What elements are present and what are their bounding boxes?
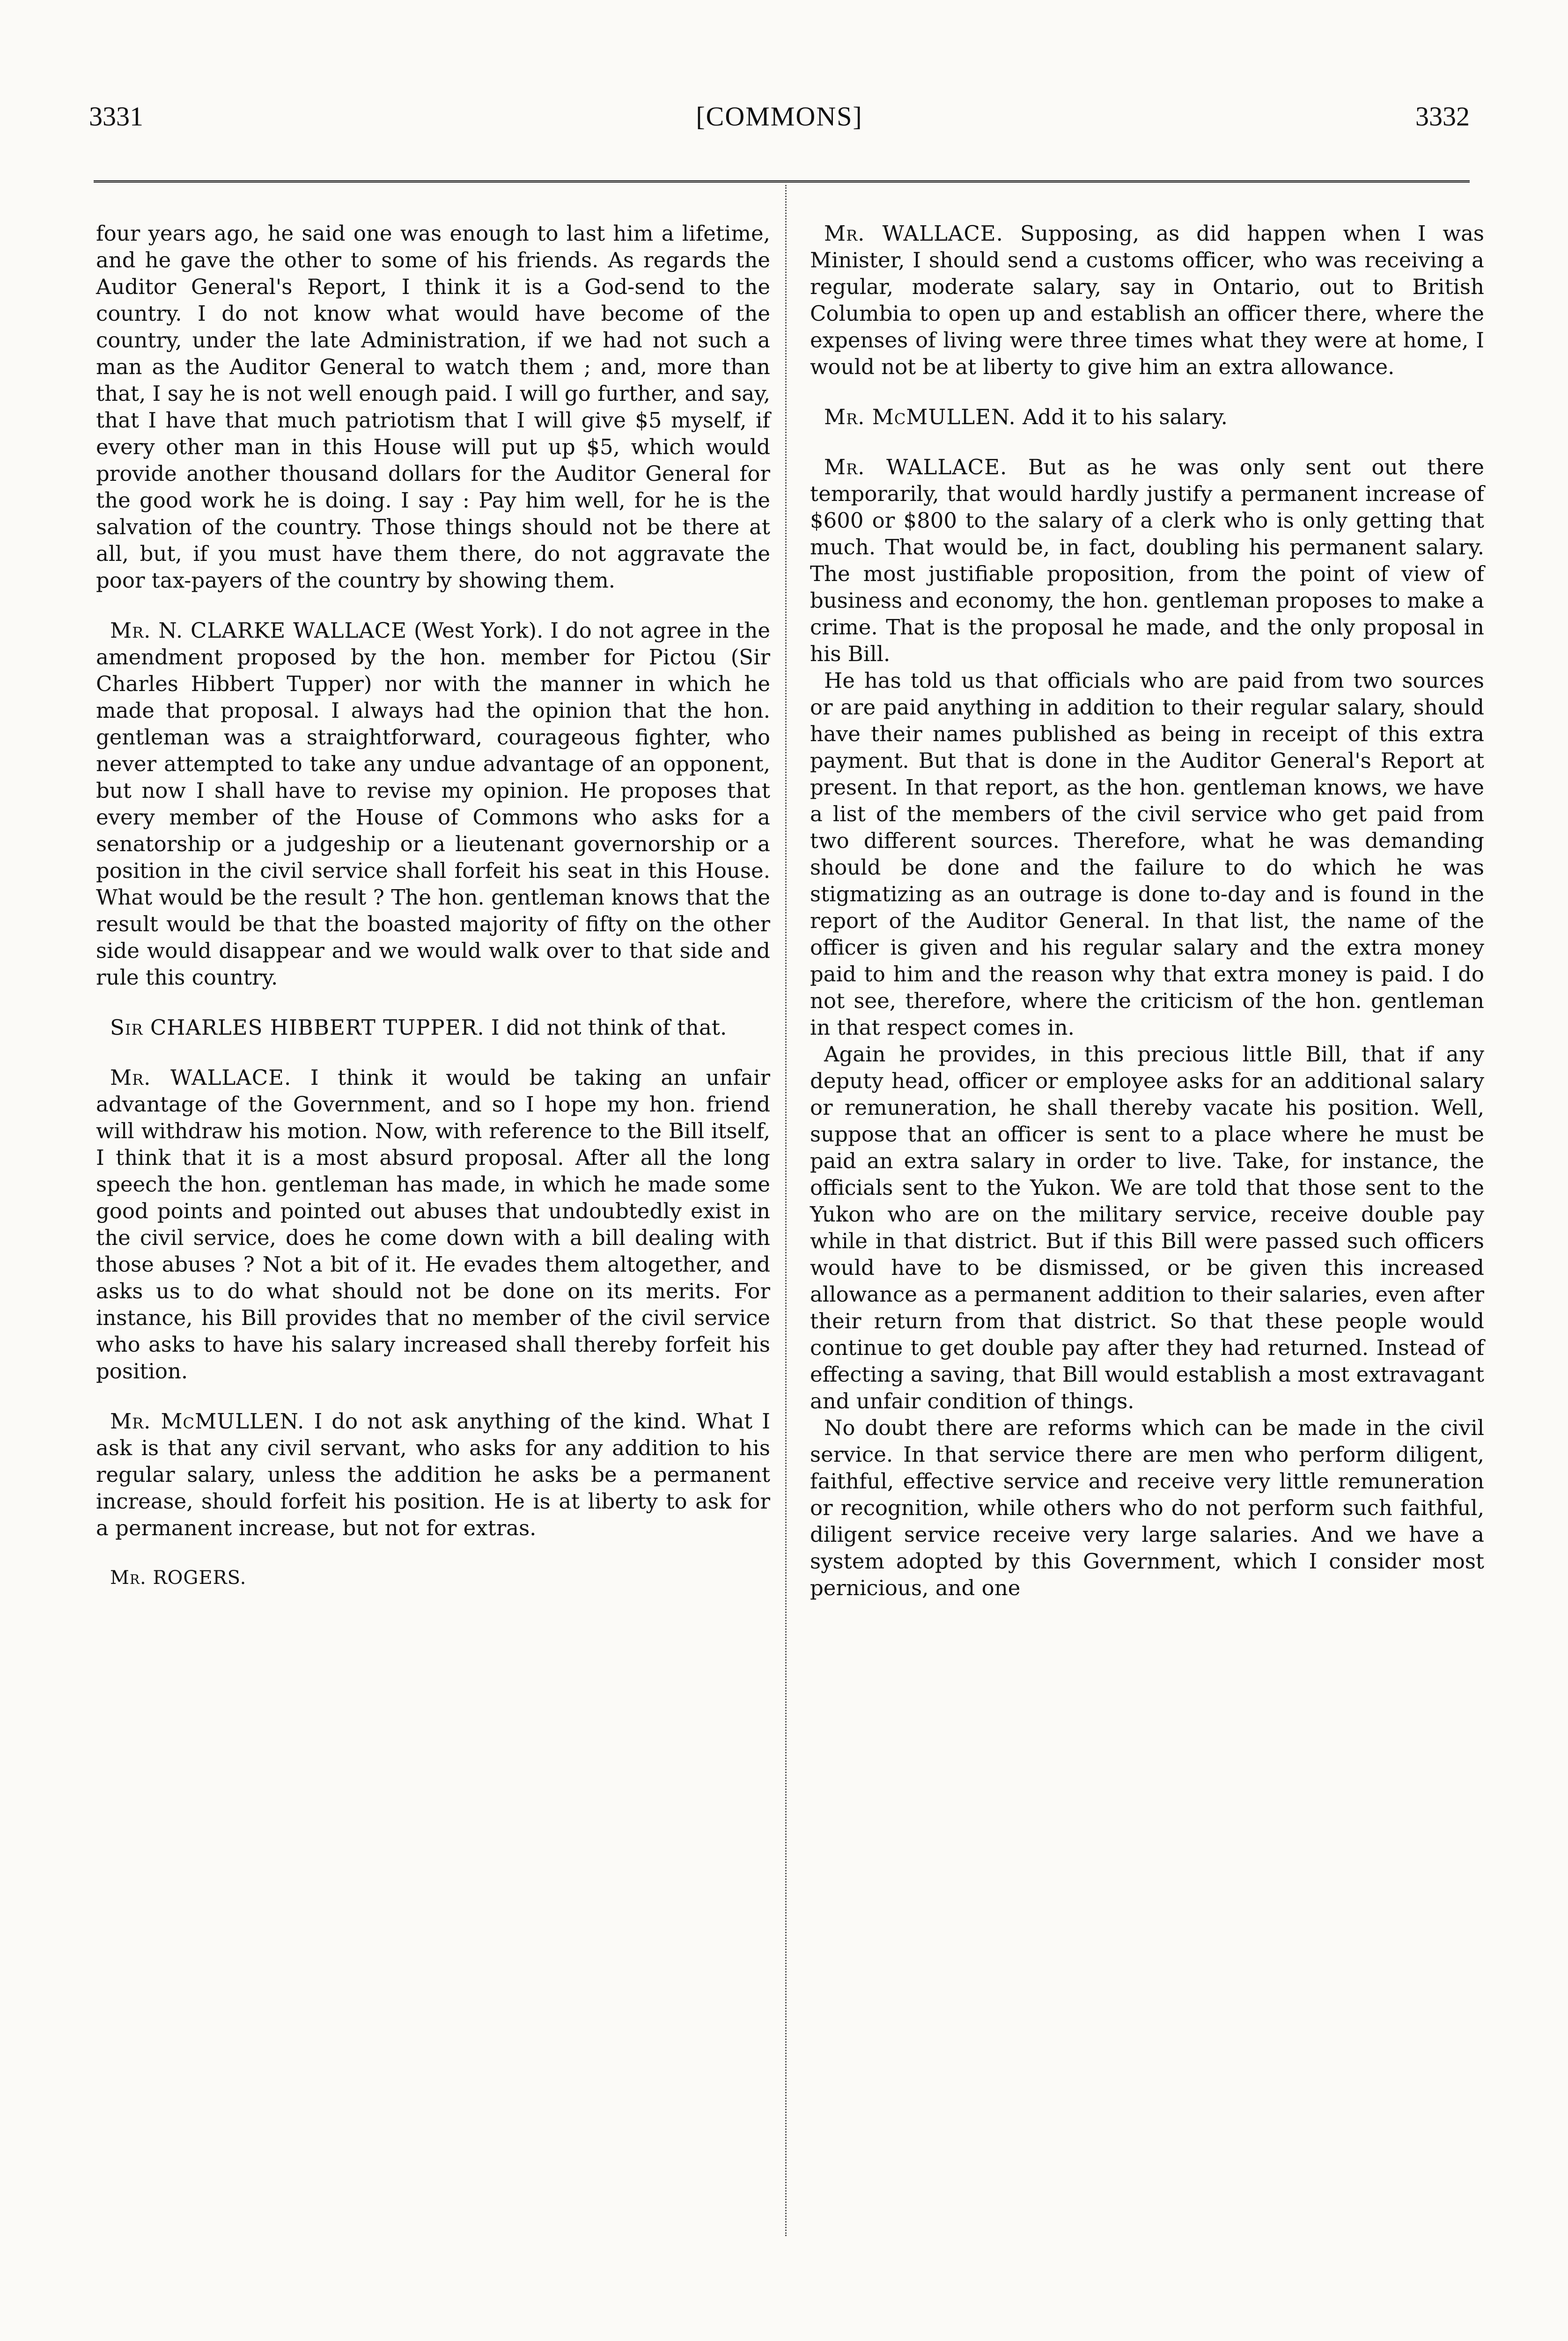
page-header <box>89 101 1470 143</box>
right-column <box>810 220 1484 1601</box>
paragraph-text: I do not ask anything of the kind. What I ask is that any civil servant, who asks for any addition to his regular salary, unless the addition he asks be a permanent increase, should forfeit his position. He is at liberty to ask for a permanent increase, but not for extras. <box>96 1409 770 1540</box>
speaker-name: Mr. WALLACE. <box>824 455 1008 479</box>
paragraph <box>810 1041 1484 1414</box>
paragraph <box>96 1014 770 1041</box>
paragraph-text: I think it would be taking an unfair advantage of the Government, and so I hope my hon. friend will withdraw his motion. Now, with reference to the Bill itself, I think that it is a most absurd proposal. After all the long speech the hon. gentleman has made, in which he made some good points and pointed out abuses that undoubtedly exist in the civil service, does he come down with a bill dealing with those abuses ? Not a bit of it. He evades them altogether, and asks us to do what should not be done on its merits. For instance, his Bill provides that no member of the civil service who asks to have his salary increased shall thereby forfeit his position. <box>96 1065 770 1384</box>
speaker-name: Mr. N. CLARKE WALLACE <box>110 618 407 643</box>
speaker-name: Mr. McMULLEN. <box>824 405 1016 429</box>
paragraph <box>96 617 770 991</box>
left-column <box>96 220 770 1615</box>
speaker-name: Mr. WALLACE. <box>110 1065 292 1090</box>
paragraph-text: Supposing, as did happen when I was Minister, I should send a customs officer, who was receiving a regular, moderate salary, say in Ontario, out to British Columbia to open up and establish an officer there, where the expenses of living were three times what they were at home, I would not be at liberty to give him an extra allowance. <box>810 221 1485 379</box>
paragraph-text: four years ago, he said one was enough to last him a lifetime, and he gave the other to some of his friends. As regards the Auditor General's Report, I think it is a God-send to the country. I do not know what would have become of the country, under the late Administration, if we had not such a man as the Auditor General to watch them ; and, more than that, I say he is not well enough paid. I will go further, and say, that I have that much patriotism that I will give $5 myself, if every other man in this House will put up $5, which would provide another thousand dollars for the Auditor General for the good work he is doing. I say : Pay him well, for he is the salvation of the country. Those things should not be there at all, but, if you must have them there, do not aggravate the poor tax-payers of the country by showing them. <box>96 221 770 593</box>
paragraph-text: He has told us that officials who are paid from two sources or are paid anything in addition to their regular salary, should have their names published as being in receipt of this extra payment. But that is done in the Auditor General's Report at present. In that report, as the hon. gentleman knows, we have a list of the members of the civil service who get paid from two different sources. Therefore, what he was demanding should be done and the failure to do which he was stigmatizing as an outrage is done to-day and is found in the report of the Auditor General. In that list, the name of the officer is given and his regular salary and the extra money paid to him and the reason why that extra money is paid. I do not see, therefore, where the criticism of the hon. gentleman in that respect comes in. <box>810 668 1484 1040</box>
paragraph-text: But as he was only sent out there temporarily, that would hardly justify a permanent increase of $600 or $800 to the salary of a clerk who is only getting that much. That would be, in fact, doubling his permanent salary. The most justifiable proposition, from the point of view of business and economy, the hon. gentleman proposes to make a crime. That is the proposal he made, and the only proposal in his Bill. <box>810 455 1485 666</box>
paragraph <box>810 404 1484 430</box>
paragraph <box>810 454 1484 667</box>
paragraph <box>810 667 1484 1041</box>
left-page-number: 3331 <box>89 101 143 132</box>
right-page-number: 3332 <box>1415 101 1470 132</box>
paragraph <box>96 1064 770 1384</box>
header-rule <box>94 180 1470 183</box>
column-divider <box>785 185 787 2236</box>
paragraph <box>810 220 1484 380</box>
speaker-name: Mr. ROGERS. <box>110 1567 247 1589</box>
paragraph-text: Again he provides, in this precious little Bill, that if any deputy head, officer or employee asks for an additional salary or remuneration, he shall thereby vacate his position. Well, suppose that an officer is sent to a place where he must be paid an extra salary in order to live. Take, for instance, the officials sent to the Yukon. We are told that those sent to the Yukon who are on the military service, receive double pay while in that district. But if this Bill were passed such officers would have to be dismissed, or be given this increased allowance as a permanent addition to their salaries, even after their return from that district. So that these people would continue to get double pay after they had returned. Instead of effecting a saving, that Bill would establish a most extravagant and unfair condition of things. <box>810 1042 1484 1413</box>
paragraph-text: No doubt there are reforms which can be made in the civil service. In that service there are men who perform diligent, faithful, effective service and receive very little remuneration or recognition, while others who do not perform such faithful, diligent service receive very large salaries. And we have a system adopted by this Government, which I consider most pernicious, and one <box>810 1415 1484 1600</box>
speaker-name: Sir CHARLES HIBBERT TUPPER. <box>110 1015 485 1040</box>
paragraph-text: I did not think of that. <box>491 1015 727 1040</box>
paragraph <box>96 1408 770 1541</box>
paragraph-text: (West York). I do not agree in the amendment proposed by the hon. member for Pictou (Sir Charles Hibbert Tupper) nor with the manner in which he made that proposal. I always had the opinion that the hon. gentleman was a straightforward, courageous fighter, who never attempted to take any undue advantage of an opponent, but now I shall have to revise my opinion. He proposes that every member of the House of Commons who asks for a senatorship or a judgeship or a lieutenant governorship or a position in the civil service shall forfeit his seat in this House. What would be the result ? The hon. gentleman knows that the result would be that the boasted majority of fifty on the other side would disappear and we would walk over to that side and rule this country. <box>96 618 770 990</box>
speaker-name: Mr. McMULLEN. <box>110 1409 305 1434</box>
paragraph <box>96 220 770 594</box>
paragraph <box>810 1414 1484 1601</box>
trailing-speaker <box>96 1565 770 1591</box>
speaker-name: Mr. WALLACE. <box>824 221 1003 246</box>
paragraph-text: Add it to his salary. <box>1023 405 1228 429</box>
header-title: [COMMONS] <box>696 101 863 132</box>
